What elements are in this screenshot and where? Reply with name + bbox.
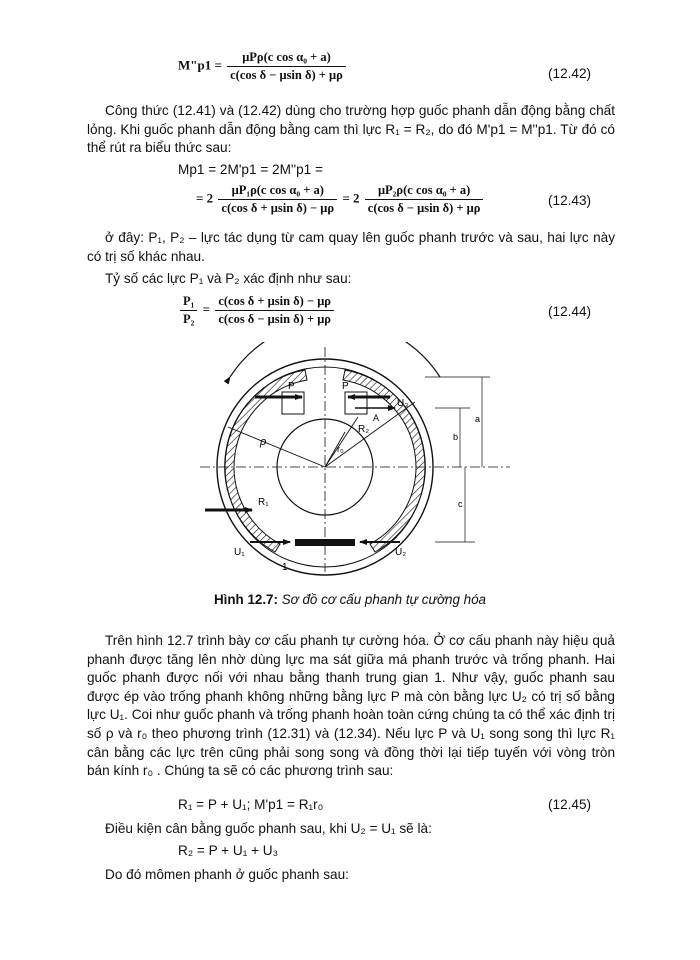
brake-mechanism-diagram: [190, 342, 520, 582]
label-r1: R₁: [258, 497, 269, 508]
equation-number: (12.42): [548, 66, 592, 81]
label-a-point: A: [373, 413, 380, 423]
equation-lhs-fraction: [180, 294, 197, 327]
label-u3: U₃: [397, 398, 409, 409]
equation-fraction-front: [218, 183, 337, 216]
paragraph-ratio: Tỷ số các lực P₁ và P₂ xác định như sau:: [105, 271, 352, 286]
equation-number: (12.43): [548, 193, 592, 208]
paragraph-where: ở đây: P₁, P₂ – lực tác dụng từ cam quay lên guốc phanh trước và sau, hai lực này có trị số khác nhau.: [87, 230, 615, 264]
figure-caption: [0, 592, 700, 607]
label-u1: U₁: [234, 547, 245, 558]
equation-number: (12.44): [548, 304, 592, 319]
fraction-numerator: μPρ(c cos α₀ + a): [227, 50, 346, 67]
force-r2-line: [325, 417, 358, 467]
fraction-denominator: P₂: [183, 312, 195, 326]
fraction-denominator: c(cos δ + μsin δ) − μρ: [221, 201, 335, 215]
label-rho: ρ: [260, 436, 267, 448]
fraction-denominator: c(cos δ − μsin δ) + μρ: [230, 68, 343, 82]
equation-r2: R₂ = P + U₁ + U₃: [178, 843, 279, 858]
label-r2: R₂: [358, 424, 370, 435]
equation-12-44: $\frac{\text{P₁}}{\text{P₂}}$ = $\frac{\text{c(cos δ + μsin δ) − μρ}}{\text{c(cos δ − μsin δ) + μρ}}$: [178, 294, 336, 327]
radius-rho: [228, 427, 325, 467]
equation-prefix: = 2: [196, 190, 214, 206]
radius-line: [325, 402, 415, 467]
equation-fraction: [215, 294, 334, 327]
caption-label: Hình 12.7:: [213, 592, 278, 607]
label-p-left: P: [288, 381, 295, 392]
intermediate-link: [295, 539, 355, 546]
label-b: b: [453, 432, 459, 442]
left-piston: [282, 392, 304, 414]
label-link-1: 1: [282, 562, 288, 573]
fraction-numerator: μP₁ρ(c cos α₀ + a): [218, 183, 337, 200]
paragraph-moment: Do đó mômen phanh ở guốc phanh sau:: [105, 867, 349, 882]
label-r0: r₀: [337, 444, 344, 454]
right-piston: [345, 392, 367, 414]
paragraph-hydraulic-cam: Công thức (12.41) và (12.42) dùng cho trường hợp guốc phanh dẫn động bằng chất lỏng. Khi guốc phanh dẫn động bằng cam thì lực R₁ = R₂, do đó M'p1 = M''p1. Từ đó có thể rút ra biểu thức sau:: [87, 103, 615, 156]
label-a: a: [475, 414, 481, 424]
equation-12-45: R₁ = P + U₁; M'p1 = R₁r₀: [178, 797, 324, 812]
equation-lhs: M"p1 =: [178, 57, 222, 73]
equation-12-42: [178, 50, 348, 83]
label-p-right: P: [342, 381, 349, 392]
equation-fraction: [227, 50, 346, 83]
equation-number: (12.45): [548, 797, 592, 812]
equation-12-43: [196, 183, 485, 216]
caption-text: Sơ đồ cơ cấu phanh tự cường hóa: [281, 592, 487, 607]
equation-fraction-rear: [365, 183, 484, 216]
fraction-denominator: c(cos δ − μsin δ) + μρ: [367, 201, 481, 215]
equation-prefix: = 2: [342, 190, 360, 206]
fraction-numerator: P₁: [180, 294, 197, 311]
fraction-denominator: c(cos δ − μsin δ) + μρ: [218, 312, 331, 326]
label-u2: U₂: [395, 547, 407, 558]
label-c: c: [458, 499, 463, 509]
paragraph-equilibrium: Điều kiện cân bằng guốc phanh sau, khi U₂ = U₁ sẽ là:: [105, 821, 432, 836]
fraction-numerator: μP₂ρ(c cos α₀ + a): [365, 183, 484, 200]
fraction-numerator: c(cos δ + μsin δ) − μρ: [215, 294, 334, 311]
paragraph-self-energizing: Trên hình 12.7 trình bày cơ cấu phanh tự cường hóa. Ở cơ cấu phanh này hiệu quả phanh được tăng lên nhờ dùng lực ma sát giữa má phanh trước và trống phanh. Hai guốc phanh được nối với nhau bằng thanh trung gian 1. Như vậy, guốc phanh sau được ép vào trống phanh không những bằng lực P mà còn bằng lực U₂ có trị số bằng lực U₁. Coi như guốc phanh và trống phanh hoàn toàn cứng chúng ta có thể xác định trị số ρ và r₀ theo phương trình (12.31) và (12.34). Nếu lực P và U₁ song song thì lực R₁ cân bằng các lực trên cũng phải song song và đồng thời lại tiếp tuyến với vòng tròn bán kính r₀ . Chúng ta sẽ có các phương trình sau:: [87, 633, 615, 779]
equation-12-43-line1: Mp1 = 2M'p1 = 2M''p1 =: [178, 162, 323, 177]
